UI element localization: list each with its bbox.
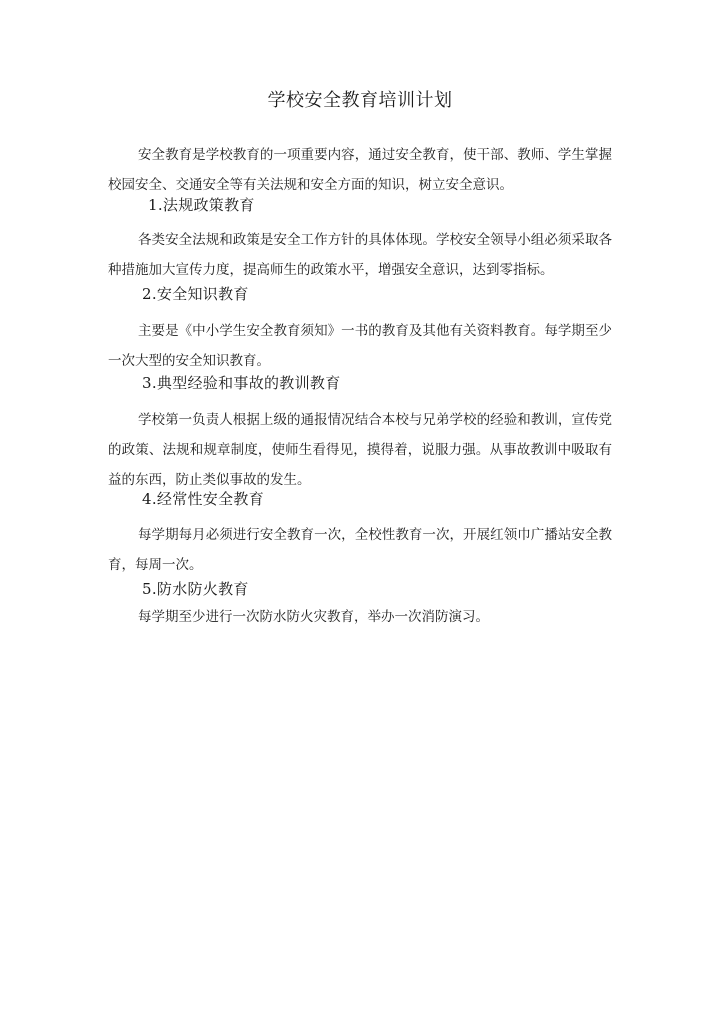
section-5-heading: 5.防水防火教育 (142, 580, 249, 598)
section-2-body: 主要是《中小学生安全教育须知》一书的教育及其他有关资料教育。每学期至少一次大型的安全知识教育。 (108, 323, 612, 369)
section-4-body: 每学期每月必须进行安全教育一次，全校性教育一次，开展红领巾广播站安全教育，每周一次。 (108, 527, 612, 573)
intro-paragraph: 安全教育是学校教育的一项重要内容，通过安全教育，使干部、教师、学生掌握校园安全、交通安全等有关法规和安全方面的知识，树立安全意识。 (108, 147, 612, 193)
section-5-body: 每学期至少进行一次防水防火灾教育，举办一次消防演习。 (138, 609, 489, 625)
section-3-heading: 3.典型经验和事故的教训教育 (142, 374, 341, 392)
section-3-body: 学校第一负责人根据上级的通报情况结合本校与兄弟学校的经验和教训，宣传党的政策、法规和规章制度，使师生看得见，摸得着，说服力强。从事故教训中吸取有益的东西，防止类似事故的发生。 (108, 412, 612, 488)
section-4-heading: 4.经常性安全教育 (142, 490, 265, 508)
section-2-heading: 2.安全知识教育 (142, 285, 249, 303)
section-1-body: 各类安全法规和政策是安全工作方针的具体体现。学校安全领导小组必须采取各种措施加大宣传力度，提高师生的政策水平，增强安全意识，达到零指标。 (108, 232, 612, 278)
section-1-heading: 1.法规政策教育 (148, 196, 255, 214)
document-title: 学校安全教育培训计划 (267, 90, 453, 111)
